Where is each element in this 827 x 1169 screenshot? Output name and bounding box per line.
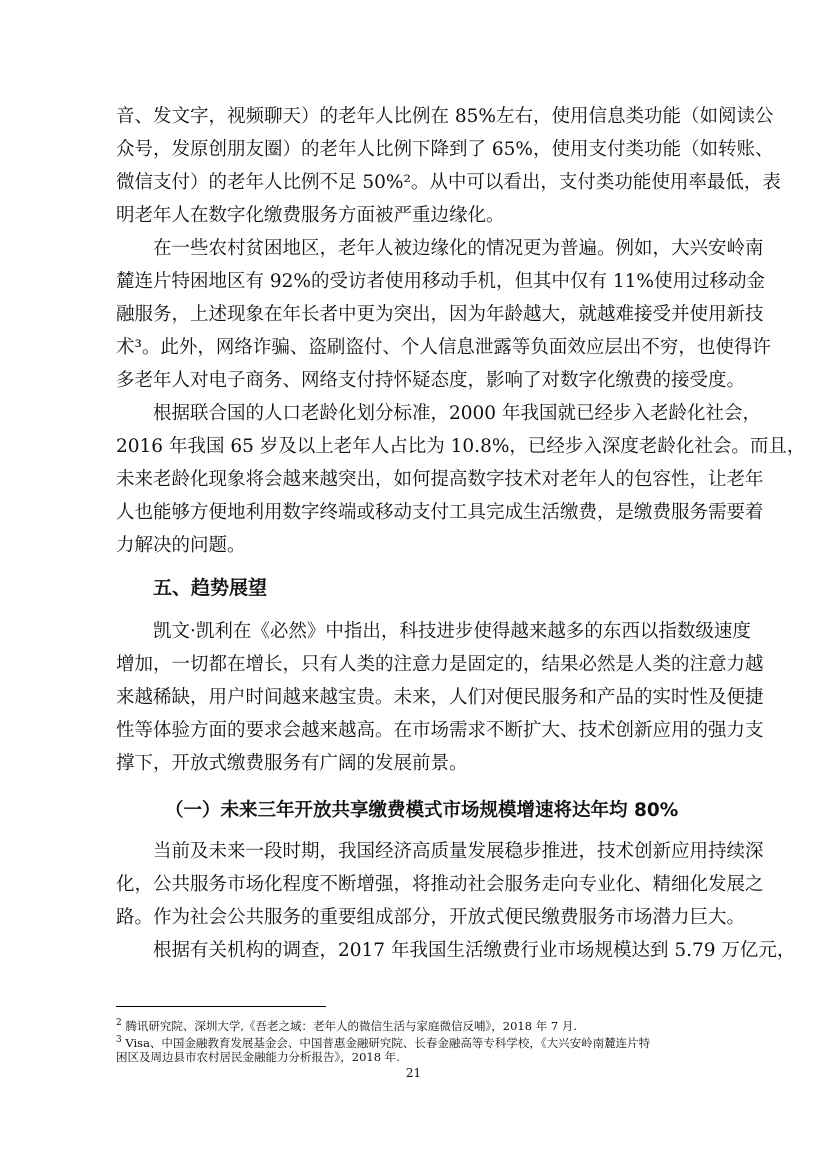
paragraph-line: 未来老龄化现象将会越来越突出，如何提高数字技术对老年人的包容性，让老年	[116, 469, 764, 490]
footnote-3: $^3$ Visa、中国金融教育发展基金会、中国普惠金融研究院、长春金融高等专科学校，《大兴安岭南麓连片特	[116, 1035, 651, 1050]
paragraph-line: 根据联合国的人口老龄化划分标准，2000 年我国就已经步入老龄化社会，	[153, 403, 761, 424]
paragraph-line: 化，公共服务市场化程度不断增强，将推动社会服务走向专业化、精细化发展之	[116, 874, 764, 895]
paragraph-line: 微信支付）的老年人比例不足 50%²。从中可以看出，支付类功能使用率最低，表	[116, 172, 781, 193]
paragraph-line: 增加，一切都在增长，只有人类的注意力是固定的，结果必然是人类的注意力越	[116, 654, 764, 675]
paragraph-line: 在一些农村贫困地区，老年人被边缘化的情况更为普遍。例如，大兴安岭南	[153, 238, 764, 259]
footnote-divider	[116, 1006, 326, 1007]
paragraph-line: 力解决的问题。	[116, 535, 246, 556]
paragraph-line: 人也能够方便地利用数字终端或移动支付工具完成生活缴费，是缴费服务需要着	[116, 502, 764, 523]
page-number: 21	[405, 1066, 422, 1080]
paragraph-line: 2016 年我国 65 岁及以上老年人占比为 10.8%，已经步入深度老龄化社会。而且，	[116, 436, 806, 457]
paragraph-line: 性等体验方面的要求会越来越高。在市场需求不断扩大、技术创新应用的强力支	[116, 720, 764, 741]
paragraph-line: 路。作为社会公共服务的重要组成部分，开放式便民缴费服务市场潜力巨大。	[116, 907, 746, 928]
paragraph-line: 明老年人在数字化缴费服务方面被严重边缘化。	[116, 205, 505, 226]
paragraph-line: 术³。此外，网络诈骗、盗刷盗付、个人信息泄露等负面效应层出不穷，也使得许	[116, 337, 771, 358]
section-heading: 五、趋势展望	[153, 577, 268, 599]
paragraph-line: 来越稀缺，用户时间越来越宝贵。未来，人们对便民服务和产品的实时性及便捷	[116, 687, 764, 708]
footnote-3-cont: 困区及周边县市农村居民金融能力分析报告》，2018 年.	[116, 1050, 400, 1064]
paragraph-line: 凯文·凯利在《必然》中指出，科技进步使得越来越多的东西以指数级速度	[153, 621, 751, 642]
footnote-2: $^2$ 腾讯研究院、深圳大学,《吾老之域：老年人的微信生活与家庭微信反哺》，2018 年 7 月.	[116, 1018, 577, 1033]
subsection-heading: （一）未来三年开放共享缴费模式市场规模增速将达年均 80%	[165, 800, 679, 821]
paragraph-line: 多老年人对电子商务、网络支付持怀疑态度，影响了对数字化缴费的接受度。	[116, 370, 746, 391]
paragraph-line: 撑下，开放式缴费服务有广阔的发展前景。	[116, 753, 468, 774]
paragraph-line: 众号，发原创朋友圈）的老年人比例下降到了 65%，使用支付类功能（如转账、	[116, 139, 774, 160]
paragraph-line: 融服务，上述现象在年长者中更为突出，因为年龄越大，就越难接受并使用新技	[116, 304, 764, 325]
paragraph-line: 音、发文字，视频聊天）的老年人比例在 85%左右，使用信息类功能（如阅读公	[116, 106, 774, 127]
paragraph-line: 根据有关机构的调查，2017 年我国生活缴费行业市场规模达到 5.79 万亿元，	[153, 940, 796, 961]
paragraph-line: 麓连片特困地区有 92%的受访者使用移动手机，但其中仅有 11%使用过移动金	[116, 271, 766, 292]
paragraph-line: 当前及未来一段时期，我国经济高质量发展稳步推进，技术创新应用持续深	[153, 841, 764, 862]
